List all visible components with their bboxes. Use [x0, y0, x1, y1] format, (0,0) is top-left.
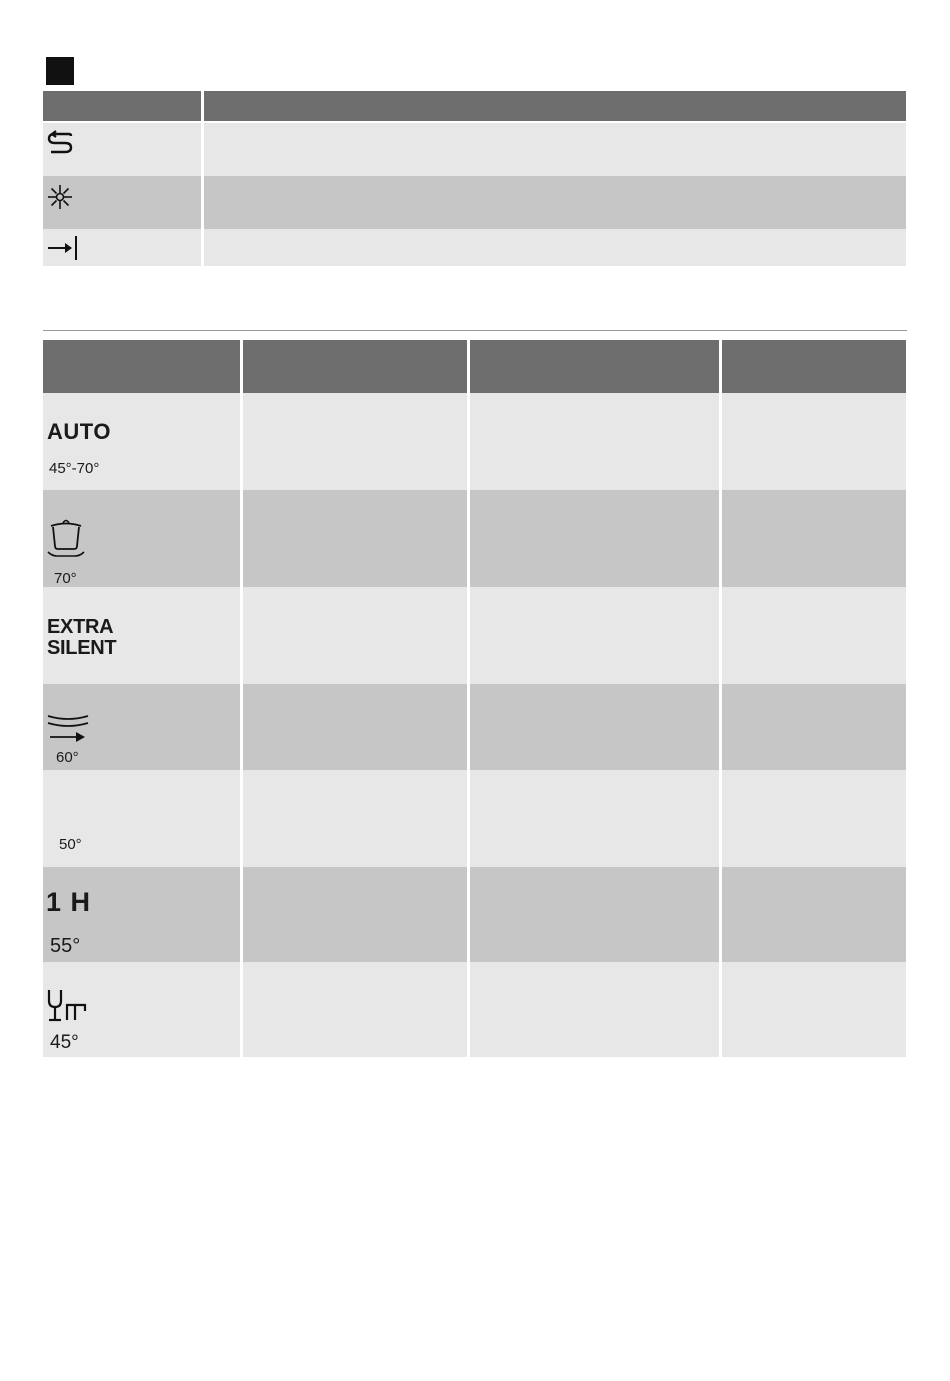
- programme-row: [43, 867, 906, 962]
- programmes-table: [43, 340, 906, 1057]
- sun-dry-icon: [47, 184, 73, 210]
- rinse-hold-icon: [47, 130, 75, 156]
- programme-temperature: 45°-70°: [49, 460, 100, 477]
- options-table: [43, 91, 906, 266]
- section-marker: [46, 57, 74, 85]
- programme-row: [43, 587, 906, 684]
- programme-row: [43, 962, 906, 1057]
- options-row: [43, 229, 906, 266]
- auto-programme-label: AUTO: [47, 419, 111, 444]
- programme-row: [43, 770, 906, 867]
- label-line: EXTRA: [47, 616, 114, 638]
- delay-start-icon: [47, 235, 79, 261]
- programme-row: [43, 490, 906, 587]
- programme-row: [43, 684, 906, 770]
- extra-silent-programme-label: [47, 617, 116, 659]
- programme-row: [43, 393, 906, 490]
- options-row: [43, 123, 906, 176]
- programmes-table-header: [43, 340, 906, 393]
- divider: [43, 330, 907, 331]
- label-line: SILENT: [47, 637, 117, 659]
- programme-temperature: 45°: [50, 1032, 79, 1053]
- glasses-icon: [47, 989, 87, 1023]
- programme-temperature: 55°: [50, 935, 81, 957]
- programme-temperature: 50°: [59, 836, 82, 853]
- options-table-header: [43, 91, 906, 121]
- pot-icon: [47, 518, 85, 558]
- dishes-arrow-icon: [47, 714, 91, 744]
- options-row: [43, 176, 906, 229]
- one-hour-programme-label: 1 H: [46, 887, 92, 917]
- programme-temperature: 60°: [56, 749, 79, 766]
- programme-temperature: 70°: [54, 570, 77, 587]
